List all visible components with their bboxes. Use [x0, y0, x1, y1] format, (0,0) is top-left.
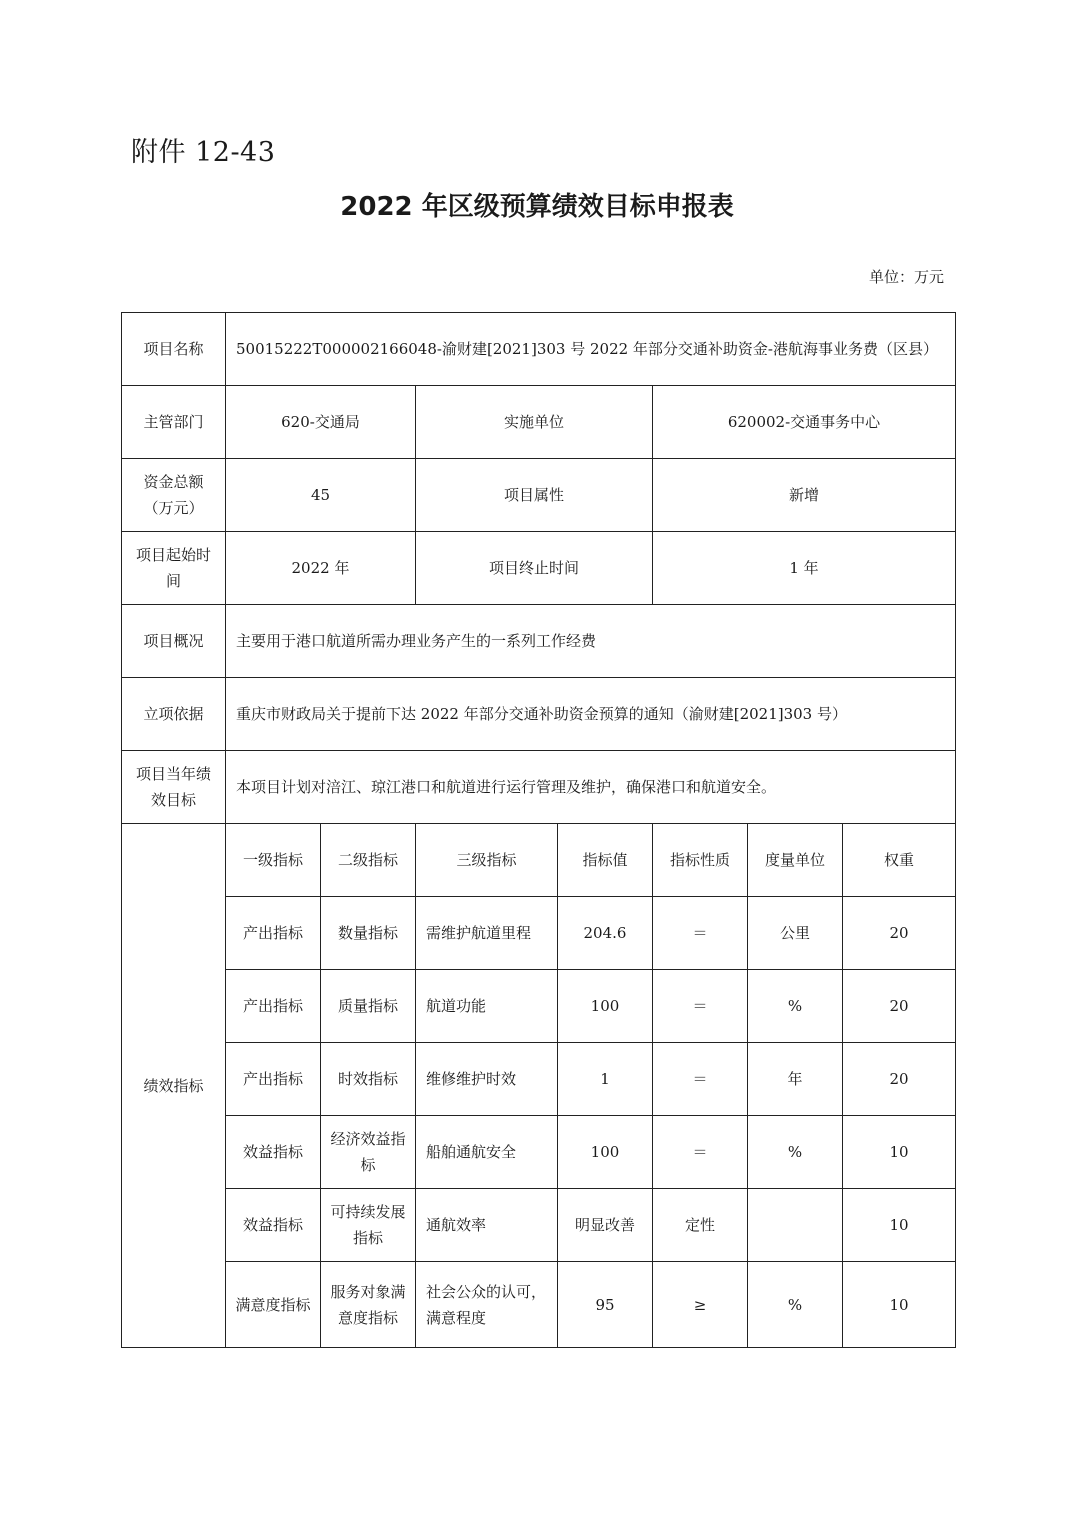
attr-label: 项目属性	[416, 459, 653, 532]
impl-label: 实施单位	[416, 386, 653, 459]
indicator-row	[122, 1043, 956, 1116]
row-period	[122, 532, 956, 605]
indicator-row	[122, 1262, 956, 1348]
indicator-level1: 满意度指标	[226, 1262, 321, 1348]
end-label: 项目终止时间	[416, 532, 653, 605]
goal-label: 项目当年绩效目标	[122, 751, 226, 824]
indicator-level3: 通航效率	[416, 1189, 558, 1262]
indicator-header-row	[122, 824, 956, 897]
attr-value: 新增	[653, 459, 956, 532]
budget-form-table	[121, 312, 956, 1348]
page-title: 2022 年区级预算绩效目标申报表	[340, 192, 734, 222]
indicator-level2: 时效指标	[321, 1043, 416, 1116]
indicator-weight: 20	[843, 1043, 956, 1116]
indicator-weight: 10	[843, 1189, 956, 1262]
indicator-nature: ≥	[653, 1262, 748, 1348]
row-fund	[122, 459, 956, 532]
project-name-value: 50015222T000002166048-渝财建[2021]303 号 2022 年部分交通补助资金-港航海事业务费（区县）	[226, 313, 956, 386]
indicator-weight: 20	[843, 897, 956, 970]
indicator-level3: 航道功能	[416, 970, 558, 1043]
indicator-row	[122, 897, 956, 970]
indicator-weight: 20	[843, 970, 956, 1043]
overview-label: 项目概况	[122, 605, 226, 678]
indicator-unit: %	[748, 970, 843, 1043]
indicator-row	[122, 1189, 956, 1262]
overview-value: 主要用于港口航道所需办理业务产生的一系列工作经费	[226, 605, 956, 678]
indicator-nature: ＝	[653, 1043, 748, 1116]
indicator-unit: %	[748, 1116, 843, 1189]
indicator-level1: 产出指标	[226, 1043, 321, 1116]
indicator-level2: 服务对象满意度指标	[321, 1262, 416, 1348]
header-value: 指标值	[558, 824, 653, 897]
basis-label: 立项依据	[122, 678, 226, 751]
indicator-level1: 产出指标	[226, 897, 321, 970]
indicator-value: 明显改善	[558, 1189, 653, 1262]
project-name-label: 项目名称	[122, 313, 226, 386]
row-department	[122, 386, 956, 459]
indicator-value: 204.6	[558, 897, 653, 970]
indicator-level2: 经济效益指标	[321, 1116, 416, 1189]
indicator-value: 1	[558, 1043, 653, 1116]
attachment-number: 附件 12-43	[131, 137, 276, 168]
indicator-level1: 产出指标	[226, 970, 321, 1043]
impl-value: 620002-交通事务中心	[653, 386, 956, 459]
indicator-level3: 船舶通航安全	[416, 1116, 558, 1189]
start-label: 项目起始时间	[122, 532, 226, 605]
dept-value: 620-交通局	[226, 386, 416, 459]
unit-label: 单位：万元	[868, 268, 944, 286]
indicator-nature: ＝	[653, 897, 748, 970]
indicators-section-label: 绩效指标	[122, 824, 226, 1348]
indicator-level3: 社会公众的认可，满意程度	[416, 1262, 558, 1348]
indicator-nature: ＝	[653, 970, 748, 1043]
indicator-level2: 质量指标	[321, 970, 416, 1043]
indicator-level3: 维修维护时效	[416, 1043, 558, 1116]
indicator-weight: 10	[843, 1262, 956, 1348]
header-level3: 三级指标	[416, 824, 558, 897]
fund-value: 45	[226, 459, 416, 532]
indicator-value: 100	[558, 970, 653, 1043]
fund-label: 资金总额（万元）	[122, 459, 226, 532]
indicator-nature: 定性	[653, 1189, 748, 1262]
end-value: 1 年	[653, 532, 956, 605]
indicator-unit	[748, 1189, 843, 1262]
indicator-unit: 年	[748, 1043, 843, 1116]
indicator-value: 95	[558, 1262, 653, 1348]
dept-label: 主管部门	[122, 386, 226, 459]
indicator-level1: 效益指标	[226, 1189, 321, 1262]
header-level2: 二级指标	[321, 824, 416, 897]
indicator-level2: 数量指标	[321, 897, 416, 970]
indicator-unit: 公里	[748, 897, 843, 970]
indicator-row	[122, 970, 956, 1043]
row-project-name	[122, 313, 956, 386]
indicator-level3: 需维护航道里程	[416, 897, 558, 970]
row-goal	[122, 751, 956, 824]
header-unit: 度量单位	[748, 824, 843, 897]
indicator-nature: ＝	[653, 1116, 748, 1189]
indicator-weight: 10	[843, 1116, 956, 1189]
header-weight: 权重	[843, 824, 956, 897]
indicator-level1: 效益指标	[226, 1116, 321, 1189]
header-level1: 一级指标	[226, 824, 321, 897]
start-value: 2022 年	[226, 532, 416, 605]
row-overview	[122, 605, 956, 678]
indicator-row	[122, 1116, 956, 1189]
basis-value: 重庆市财政局关于提前下达 2022 年部分交通补助资金预算的通知（渝财建[2021]303 号）	[226, 678, 956, 751]
goal-value: 本项目计划对涪江、琼江港口和航道进行运行管理及维护，确保港口和航道安全。	[226, 751, 956, 824]
row-basis	[122, 678, 956, 751]
indicator-value: 100	[558, 1116, 653, 1189]
header-nature: 指标性质	[653, 824, 748, 897]
indicator-unit: %	[748, 1262, 843, 1348]
indicator-level2: 可持续发展指标	[321, 1189, 416, 1262]
